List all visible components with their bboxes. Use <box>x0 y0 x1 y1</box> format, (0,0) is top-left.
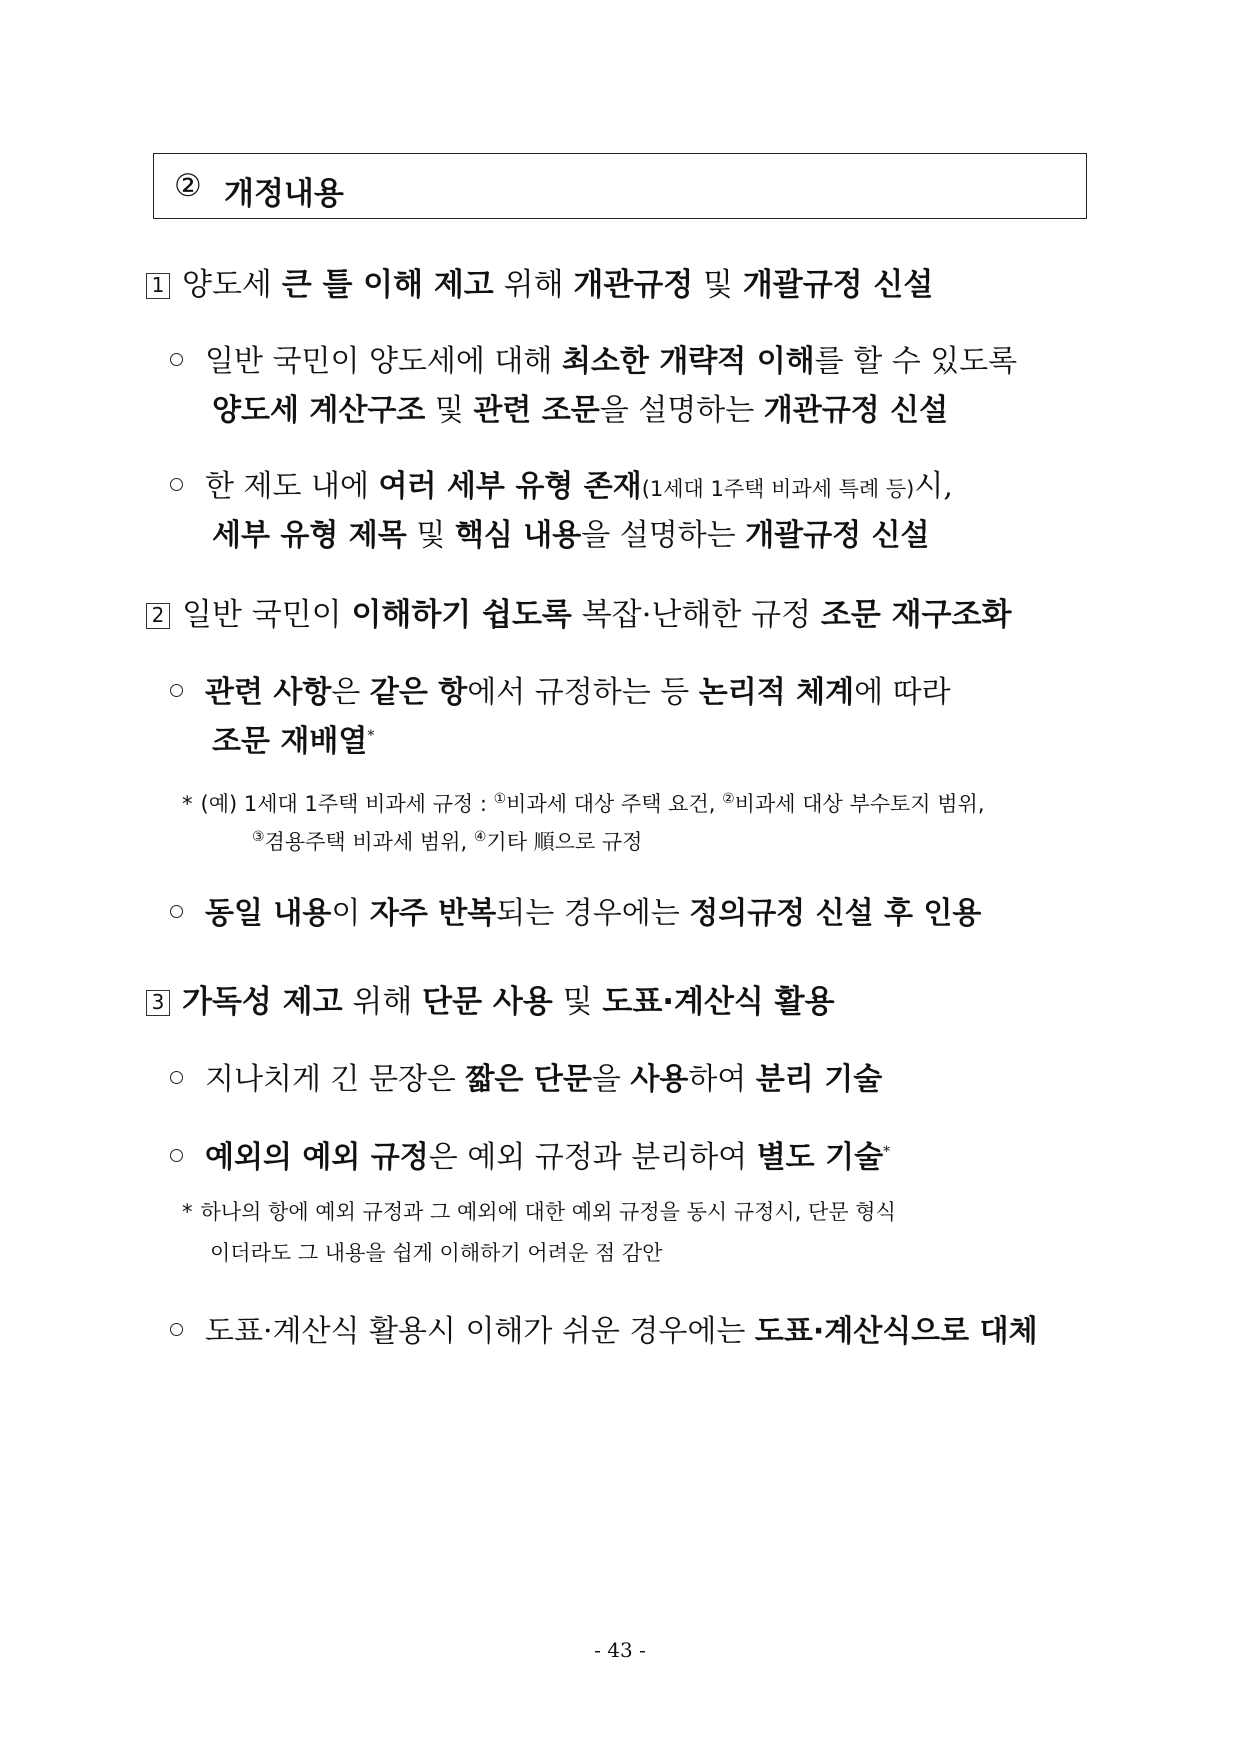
footnote-marker: * <box>367 728 375 744</box>
bullet-circle-icon <box>170 1149 183 1162</box>
text-run: 하나의 항에 예외 규정과 그 예외에 대한 예외 규정을 동시 규정시, 단문 형식 <box>200 1200 896 1224</box>
text-run: 및 <box>693 267 743 303</box>
section-heading-text <box>182 984 835 1020</box>
text-run: 에서 규정하는 등 <box>467 675 699 710</box>
bold-text-run: 이해하기 쉽도록 <box>351 597 572 633</box>
text-run: 한 제도 내에 <box>205 469 379 504</box>
text-run: 양도세 <box>182 267 282 303</box>
bold-text-run: 논리적 체계 <box>698 675 855 710</box>
text-run: 비과세 대상 주택 요건, <box>506 792 723 816</box>
footnote-marker: * <box>182 792 193 816</box>
bullet-item <box>170 1141 890 1176</box>
bold-text-run: 정의규정 신설 후 인용 <box>689 896 982 931</box>
text-run: 복잡·난해한 규정 <box>571 597 821 633</box>
section-number-box: 1 <box>146 273 170 299</box>
section-heading-2 <box>146 598 1011 634</box>
circled-number: ② <box>722 791 735 807</box>
bold-text-run: 세부 유형 제목 <box>212 518 407 553</box>
bullet-circle-icon <box>170 684 183 697</box>
bullet-circle-icon <box>170 353 183 366</box>
bullet-continuation <box>212 725 374 760</box>
bold-text-run: 관련 조문 <box>473 393 600 428</box>
text-run: 비과세 대상 부수토지 범위, <box>734 792 985 816</box>
bullet-text <box>205 344 1017 379</box>
section-number-box: 3 <box>146 990 170 1016</box>
circled-number: ③ <box>252 829 265 845</box>
bold-text-run: 별도 기술 <box>756 1140 884 1175</box>
text-run: 을 설명하는 <box>581 518 746 553</box>
section-heading-text <box>182 597 1011 633</box>
bullet-circle-icon <box>170 1071 183 1084</box>
text-run: 및 <box>425 393 474 428</box>
bullet-continuation <box>212 519 930 554</box>
text-run: 를 할 수 있도록 <box>814 344 1018 379</box>
bold-text-run: 최소한 개략적 이해 <box>561 344 815 379</box>
footnote-text <box>182 792 985 816</box>
bold-text-run: 사용 <box>630 1062 689 1097</box>
text-run: 이 <box>331 896 370 931</box>
text-run: (1세대 1주택 비과세 특례 등) <box>641 477 915 501</box>
text-run: 위해 <box>493 267 574 303</box>
section-heading-text <box>182 267 933 303</box>
bullet-item <box>170 1063 882 1098</box>
bold-text-run: 도표·계산식으로 대체 <box>754 1314 1038 1349</box>
bold-text-run: 단문 사용 <box>422 984 553 1020</box>
bullet-text <box>205 1062 882 1097</box>
page-number: - 43 - <box>594 1638 646 1662</box>
text-run: 은 <box>331 675 370 710</box>
circled-number: ① <box>493 791 507 807</box>
bold-text-run: 예외의 예외 규정 <box>205 1140 429 1175</box>
section-heading-1 <box>146 268 933 304</box>
bold-text-run: 도표·계산식 활용 <box>602 984 835 1020</box>
bold-text-run: 큰 틀 이해 제고 <box>281 267 494 303</box>
bold-text-run: 같은 항 <box>369 675 468 710</box>
bullet-text <box>205 896 981 931</box>
circled-number: ④ <box>473 829 487 845</box>
bold-text-run: 개괄규정 신설 <box>742 267 934 303</box>
section-title-box <box>153 153 1087 219</box>
bullet-continuation <box>212 394 948 429</box>
footnote-continuation <box>252 830 642 854</box>
text-run: 시, <box>914 469 953 504</box>
footnote-marker: * <box>182 1200 193 1224</box>
text-run: 을 설명하는 <box>599 393 764 428</box>
text-run: 에 따라 <box>854 675 951 710</box>
bold-text-run: 양도세 계산구조 <box>212 393 426 428</box>
bold-text-run: 분리 기술 <box>755 1062 883 1097</box>
footnote-text <box>182 1200 896 1224</box>
bold-text-run: 조문 재구조화 <box>820 597 1012 633</box>
bullet-text <box>212 724 374 759</box>
bullet-text <box>205 1314 1038 1349</box>
bullet-text <box>205 675 951 710</box>
bold-text-run: 개관규정 <box>573 267 694 303</box>
text-run: 일반 국민이 양도세에 대해 <box>205 344 562 379</box>
bold-text-run: 자주 반복 <box>369 896 497 931</box>
footnote-continuation <box>210 1241 662 1265</box>
bold-text-run: 개관규정 신설 <box>763 393 949 428</box>
bold-text-run: 조문 재배열 <box>212 724 368 759</box>
text-run: 도표·계산식 활용시 이해가 쉬운 경우에는 <box>205 1314 755 1349</box>
bullet-item <box>170 897 981 932</box>
text-run: 겸용주택 비과세 범위, <box>264 830 474 854</box>
text-run: 은 예외 규정과 분리하여 <box>428 1140 757 1175</box>
bullet-circle-icon <box>170 478 183 491</box>
text-run: 위해 <box>342 984 423 1020</box>
bullet-item <box>170 1315 1038 1350</box>
bold-text-run: 핵심 내용 <box>454 518 582 553</box>
footnote <box>182 792 985 816</box>
bullet-text <box>205 1140 890 1175</box>
bullet-item <box>170 470 953 505</box>
text-run: 되는 경우에는 <box>496 896 690 931</box>
bullet-circle-icon <box>170 1323 183 1336</box>
bold-text-run: 짧은 단문 <box>465 1062 592 1097</box>
footnote-text <box>210 1241 662 1265</box>
text-run: 을 <box>591 1062 631 1097</box>
bullet-text <box>205 469 953 504</box>
bold-text-run: 개괄규정 신설 <box>745 518 930 553</box>
bullet-text <box>212 518 930 553</box>
section-heading-3 <box>146 985 835 1021</box>
bold-text-run: 관련 사항 <box>205 675 332 710</box>
bullet-text <box>212 393 948 428</box>
footnote-text <box>252 830 642 854</box>
text-run: (예) 1세대 1주택 비과세 규정 : <box>200 792 494 816</box>
text-run: 일반 국민이 <box>182 597 352 633</box>
bullet-item <box>170 345 1017 380</box>
bold-text-run: 동일 내용 <box>205 896 332 931</box>
footnote <box>182 1200 896 1224</box>
section-title: 개정내용 <box>224 176 344 212</box>
text-run: 이더라도 그 내용을 쉽게 이해하기 어려운 점 감안 <box>210 1241 663 1265</box>
bold-text-run: 여러 세부 유형 존재 <box>378 469 642 504</box>
section-number-box: 2 <box>146 603 170 629</box>
text-run: 기타 順으로 규정 <box>486 830 643 854</box>
footnote-marker: * <box>883 1144 891 1160</box>
text-run: 하여 <box>688 1062 756 1097</box>
bullet-item <box>170 676 951 711</box>
text-run: 지나치게 긴 문장은 <box>205 1062 466 1097</box>
text-run: 및 <box>406 518 455 553</box>
text-run: 및 <box>552 984 603 1020</box>
section-title-number: ② <box>174 168 202 204</box>
bullet-circle-icon <box>170 905 183 918</box>
bold-text-run: 가독성 제고 <box>182 984 343 1020</box>
